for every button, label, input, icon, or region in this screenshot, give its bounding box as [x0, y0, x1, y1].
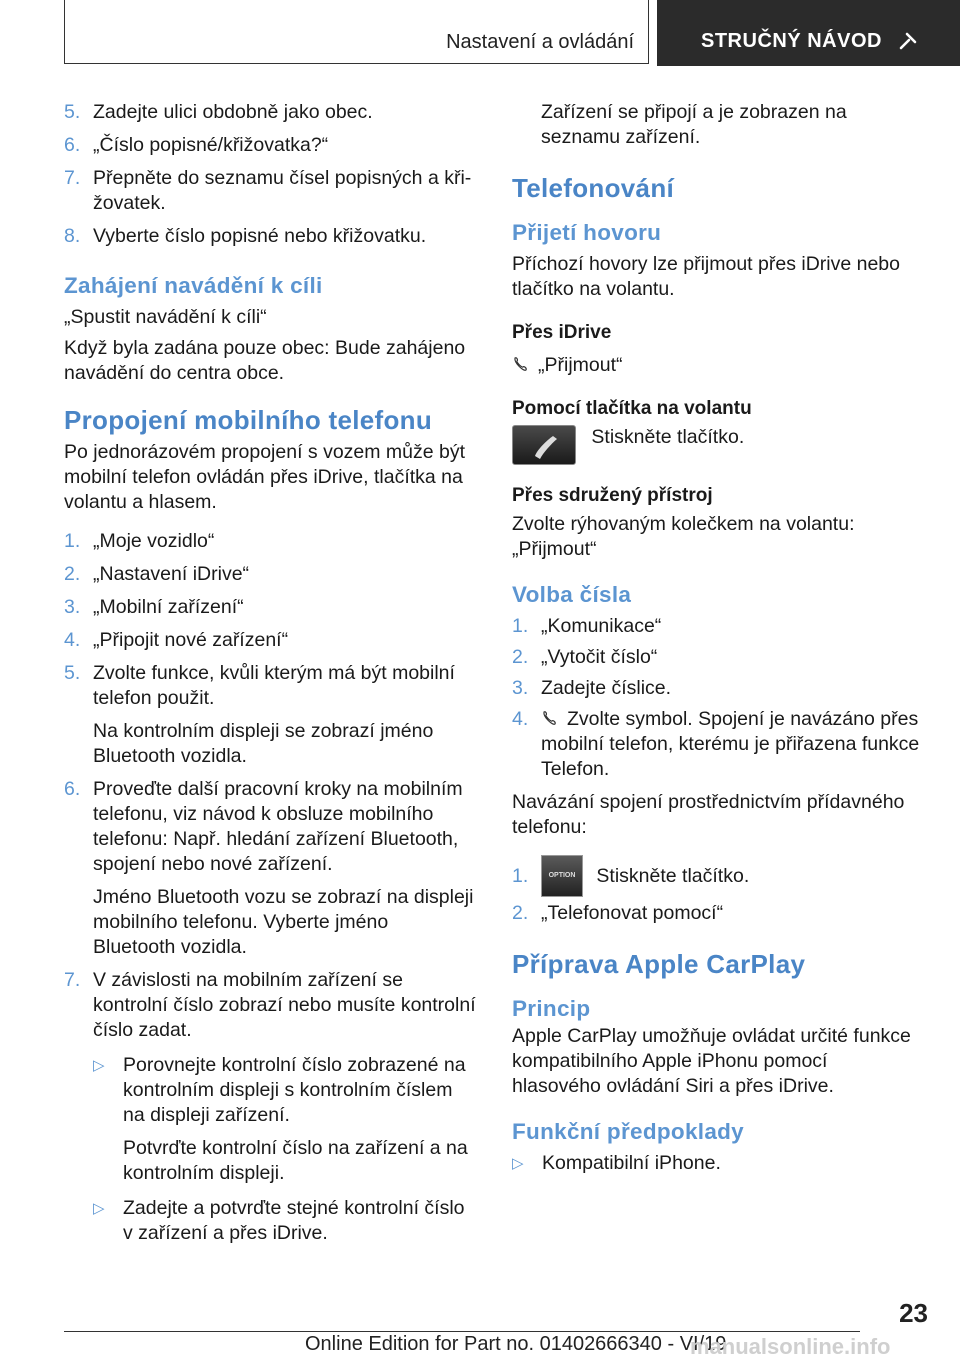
bullet-item: ▷ Kompatibilní iPhone.	[512, 1151, 721, 1174]
paragraph: Příchozí hovory lze přijmout přes iDrive nebo tlačítko na volantu.	[512, 253, 900, 300]
heading-dial-number: Volba čísla	[512, 582, 632, 607]
numbered-list	[512, 614, 920, 782]
triangle-bullet-icon: ▷	[93, 1200, 105, 1217]
heading-carplay: Příprava Apple CarPlay	[512, 948, 806, 979]
list-item: 5. Zadejte ulici obdobně jako obec.	[64, 101, 373, 123]
quick-guide-icon	[897, 30, 919, 52]
bullet-item-note: Potvrďte kontrolní číslo na zařízení a na kontrolním displeji.	[123, 1137, 468, 1184]
list-item: 2. „Telefonovat pomocí“	[512, 901, 724, 924]
numbered-list	[64, 100, 476, 249]
list-item: 4. „Připojit nové zařízení“	[64, 629, 289, 651]
paragraph: „Přijmout“	[512, 538, 597, 560]
paragraph: „Přijmout“	[512, 353, 920, 378]
option-button-icon: OPTION	[541, 855, 583, 897]
footer-edition: Online Edition for Part no. 01402666340 - VI/19	[305, 1333, 727, 1355]
heading-principle: Princip	[512, 995, 591, 1021]
paragraph: Navázání spojení prostřednictvím přídavného telefonu:	[512, 791, 905, 838]
heading-via-steering-wheel: Pomocí tlačítka na volantu	[512, 398, 752, 419]
triangle-bullet-icon: ▷	[512, 1154, 524, 1172]
list-item: 6. Proveďte další pracovní kroky na mobilním telefonu, viz návod k obsluze mobilního telefonu: Např. hledání zařízení Bluetooth, spojení nebo nové zařízení.	[64, 778, 463, 875]
bullet-item: ▷ Porovnejte kontrolní číslo zobrazené na kontrolním displeji s kontrolním číslem na displeji zařízení.	[93, 1054, 466, 1126]
triangle-bullet-icon: ▷	[93, 1057, 105, 1074]
list-item: 5. Zvolte funkce, kvůli kterým má být mobilní telefon použit.	[64, 662, 455, 709]
left-column	[64, 100, 476, 1246]
right-column	[512, 100, 920, 1176]
footer-divider	[64, 1331, 860, 1332]
phone-icon	[541, 709, 559, 727]
paragraph: Stiskněte tlačítko.	[512, 425, 920, 465]
heading-via-instrument-cluster: Přes sdružený přístroj	[512, 485, 713, 506]
chapter-title: STRUČNÝ NÁVOD	[701, 30, 882, 52]
paragraph: Když byla zadána pouze obec: Bude zahájeno navádění do centra obce.	[64, 337, 466, 384]
list-item: 6. „Číslo popisné/křižovatka?“	[64, 134, 329, 156]
paragraph: „Spustit navádění k cíli“	[64, 306, 267, 328]
list-item: 3. Zadejte číslice.	[512, 677, 672, 699]
list-item: 2. „Nastavení iDrive“	[64, 563, 250, 585]
list-item-note: Jméno Bluetooth vozu se zobrazí na displeji mobilního telefonu. Vyberte jméno Bluetooth vozidla.	[93, 886, 474, 958]
list-item: 2. „Vytočit číslo“	[512, 646, 658, 668]
list-item: 8. Vyberte číslo popisné nebo křižovatku.	[64, 225, 427, 247]
watermark: manualsonline.info	[690, 1334, 891, 1359]
numbered-list	[512, 854, 920, 926]
heading-start-navigation: Zahájení navádění k cíli	[64, 273, 323, 298]
section-title: Nastavení a ovládání	[446, 31, 634, 53]
paragraph: Apple CarPlay umožňuje ovládat určité funkce kompatibilního Apple iPhonu pomocí hlasového ovládání Siri a přes iDrive.	[512, 1024, 911, 1097]
steering-wheel-phone-button-icon	[512, 425, 576, 465]
list-item: 7. V závislosti na mobilním zařízení se kontrolní číslo zobrazí nebo musíte kontrolní číslo zadat.	[64, 969, 476, 1041]
page-number: 23	[899, 1298, 928, 1328]
heading-telephony: Telefonování	[512, 173, 675, 203]
list-item: 1. „Moje vozidlo“	[64, 530, 215, 552]
list-item: 4. Zvolte symbol. Spojení je navázáno přes mobilní telefon, kterému je přiřazena funkce Telefon.	[512, 708, 920, 780]
phone-icon	[512, 355, 530, 373]
numbered-list	[64, 529, 476, 1246]
heading-via-idrive: Přes iDrive	[512, 322, 612, 343]
heading-phone-pairing: Propojení mobilního telefonu	[64, 405, 433, 435]
paragraph: Zvolte rýhovaným kolečkem na volantu:	[512, 513, 855, 535]
heading-accept-call: Přijetí hovoru	[512, 220, 662, 245]
list-item: 7. Přepněte do seznamu čísel popisných a křižovatek.	[64, 167, 472, 214]
list-item: 1. OPTION Stiskněte tlačítko.	[512, 854, 920, 897]
list-item-continued: Zařízení se připojí a je zobrazen na seznamu zařízení.	[541, 101, 847, 148]
chapter-tab	[657, 0, 960, 66]
list-item-note: Na kontrolním displeji se zobrazí jméno Bluetooth vozidla.	[93, 720, 434, 767]
list-item: 1. „Komunikace“	[512, 615, 662, 637]
paragraph: Po jednorázovém propojení s vozem může být mobilní telefon ovládán přes iDrive, tlačítka na volantu a hlasem.	[64, 441, 466, 513]
heading-requirements: Funkční předpoklady	[512, 1118, 744, 1144]
list-item: 3. „Mobilní zařízení“	[64, 596, 244, 618]
sub-list	[64, 1053, 476, 1246]
bullet-item: ▷ Zadejte a potvrďte stejné kontrolní číslo v zařízení a přes iDrive.	[93, 1197, 465, 1244]
